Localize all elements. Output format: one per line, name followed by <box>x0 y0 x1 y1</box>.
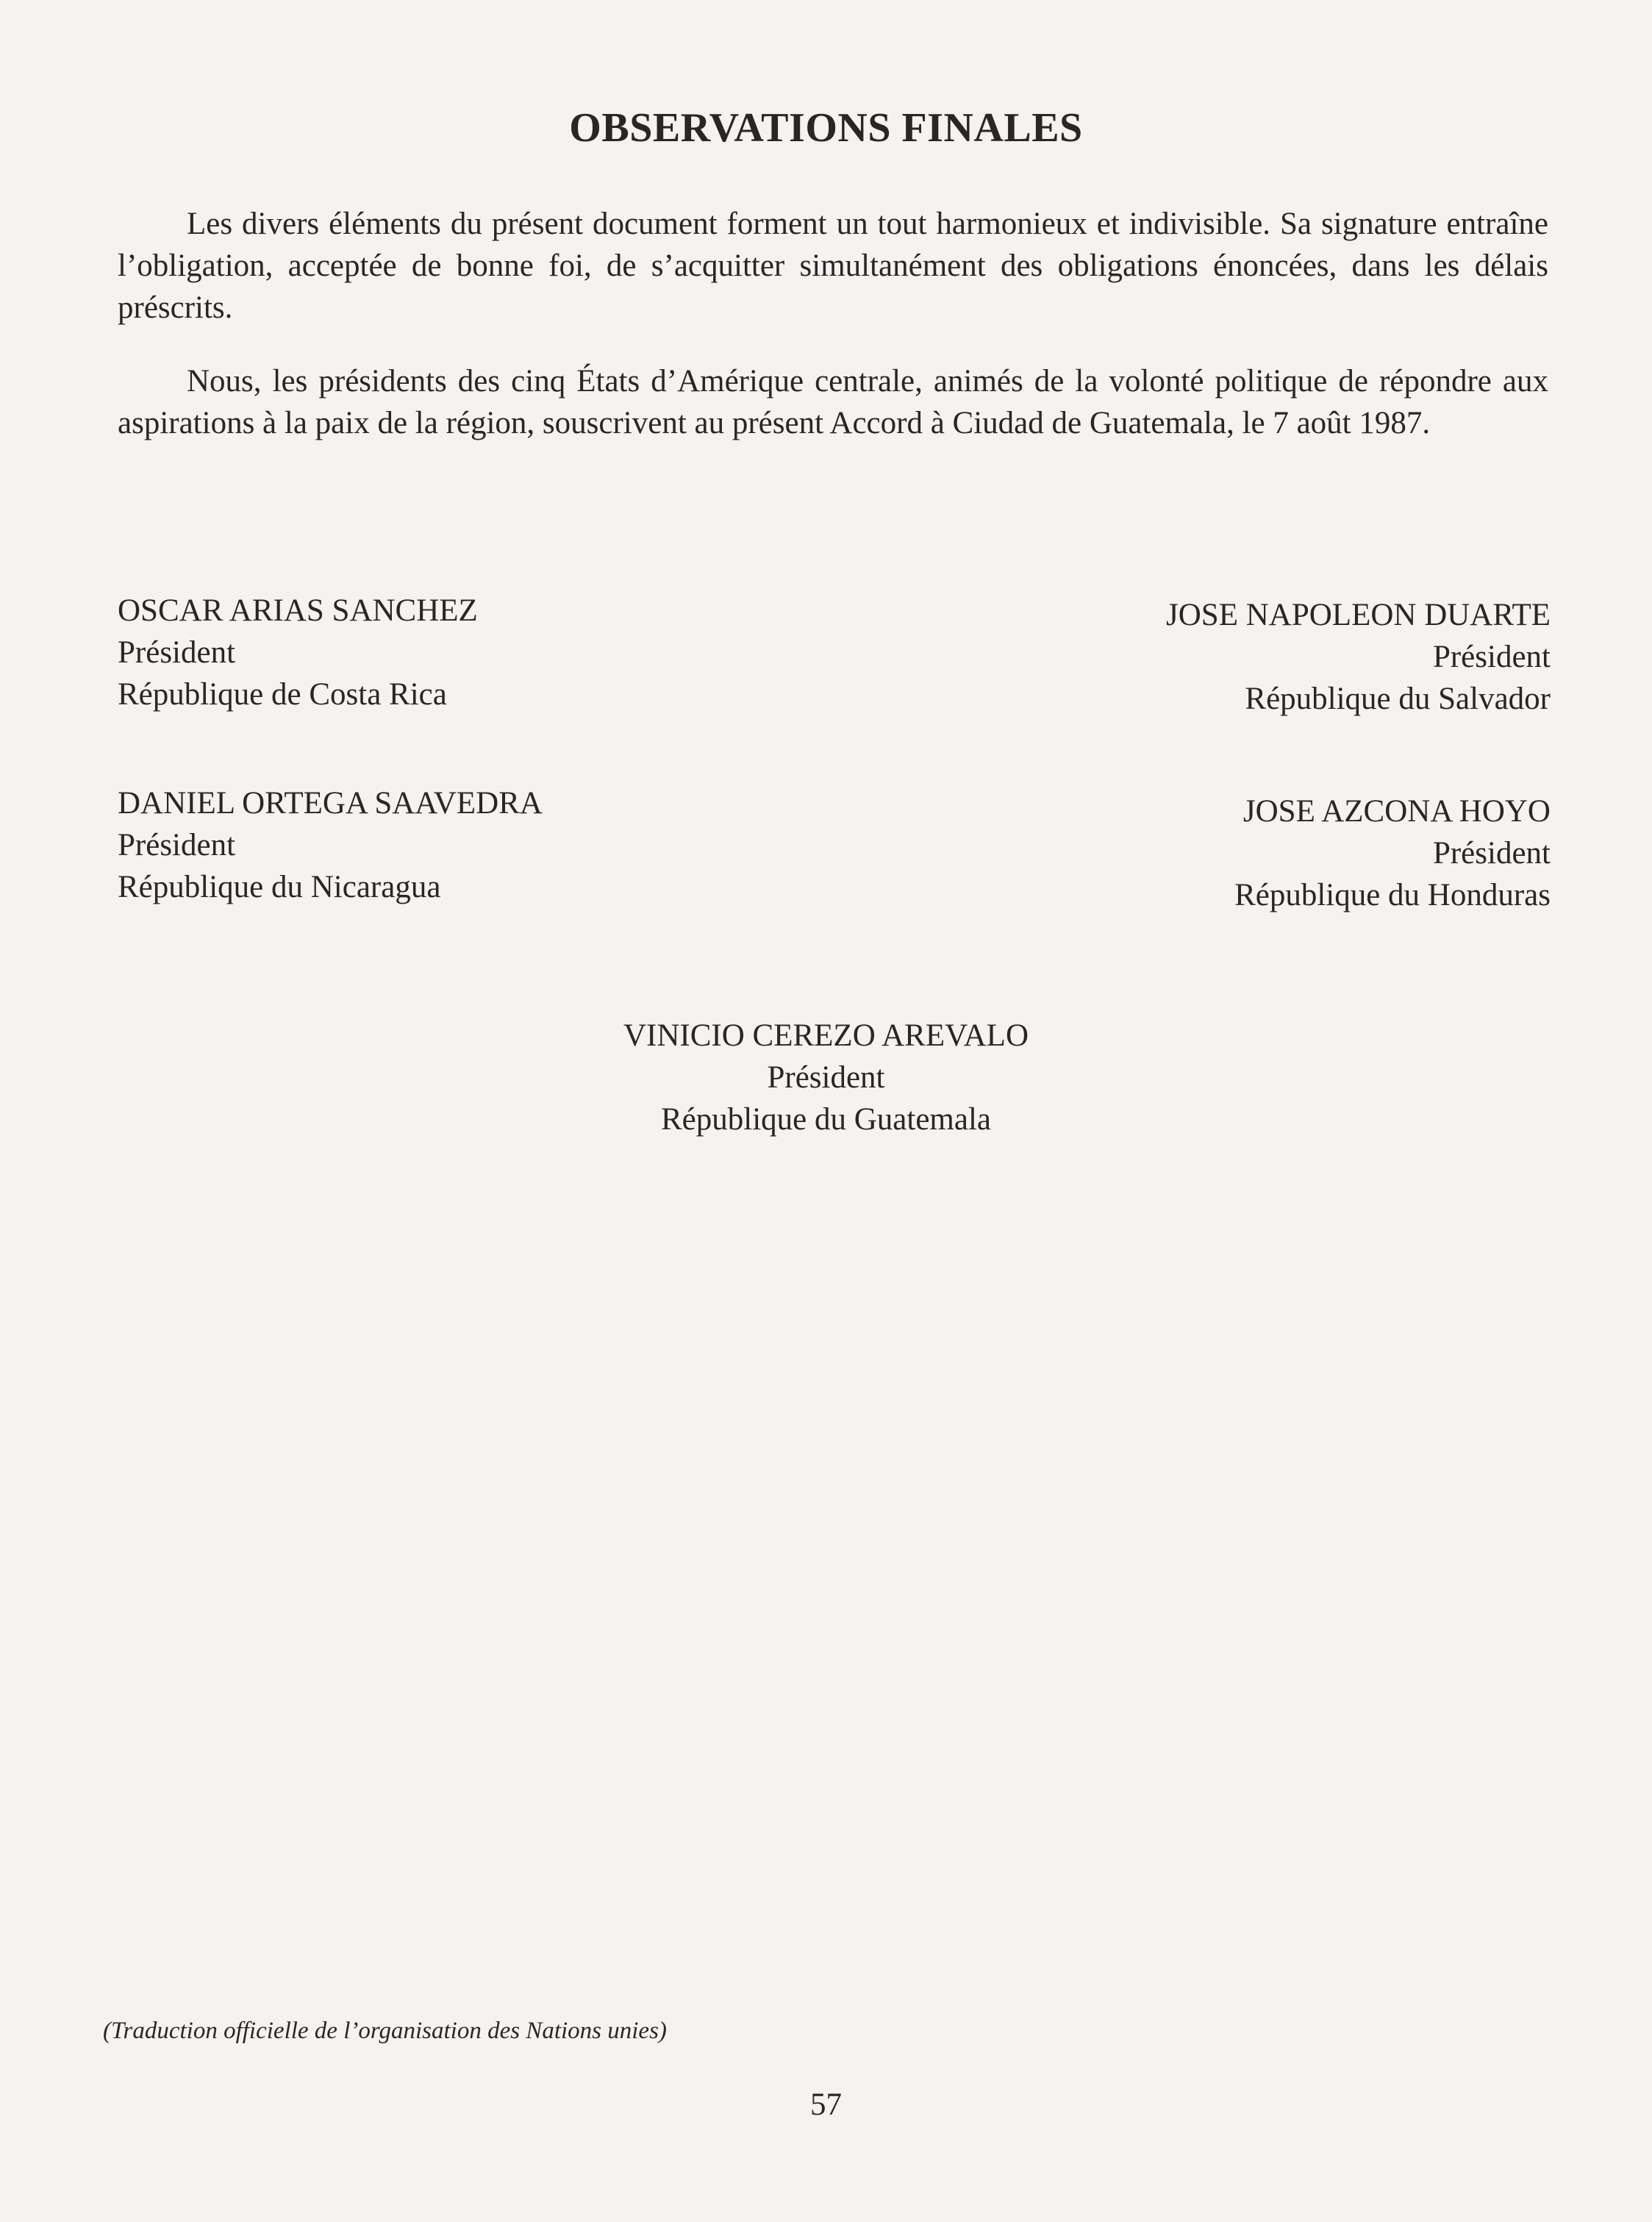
signatory-name: DANIEL ORTEGA SAAVEDRA <box>118 786 543 821</box>
signatory-title: Président <box>118 635 236 670</box>
page-number: 57 <box>810 2087 842 2122</box>
signatory-title: Président <box>1432 640 1551 674</box>
signatory-country: République du Salvador <box>1245 682 1551 716</box>
signatory-name: VINICIO CEREZO AREVALO <box>623 1018 1029 1053</box>
signatory-title: Président <box>1432 836 1551 871</box>
signature-block-costa-rica <box>118 590 478 715</box>
signatory-country: République du Guatemala <box>661 1102 991 1137</box>
signature-block-honduras <box>1234 790 1551 916</box>
signatory-title: Président <box>118 828 236 862</box>
signatory-name: JOSE AZCONA HOYO <box>1242 794 1551 829</box>
translation-footnote: (Traduction officielle de l’organisation des Nations unies) <box>103 2018 667 2044</box>
signatory-name: OSCAR ARIAS SANCHEZ <box>118 593 478 628</box>
signature-block-guatemala <box>0 1015 1652 1140</box>
document-title: OBSERVATIONS FINALES <box>569 105 1083 151</box>
signatory-country: République de Costa Rica <box>118 677 447 712</box>
paragraph-harmony: Les divers éléments du présent document forment un tout harmonieux et indivisible. Sa signature entraîne l’obligation, acceptée de bonne foi, de s’acquitter simultanément des obligations énoncées, dans les délais préscrits. <box>118 207 1548 325</box>
signatory-country: République du Nicaragua <box>118 870 441 904</box>
signature-block-salvador <box>1166 594 1551 720</box>
signatory-name: JOSE NAPOLEON DUARTE <box>1166 598 1551 632</box>
paragraph-agreement: Nous, les présidents des cinq États d’Amérique centrale, animés de la volonté politique de répondre aux aspirations à la paix de la région, souscrivent au présent Accord à Ciudad de Guatemala, le 7 août 1987. <box>118 364 1548 440</box>
signatory-title: Président <box>767 1060 885 1095</box>
signature-block-nicaragua <box>118 782 543 908</box>
signatory-country: République du Honduras <box>1234 878 1551 912</box>
